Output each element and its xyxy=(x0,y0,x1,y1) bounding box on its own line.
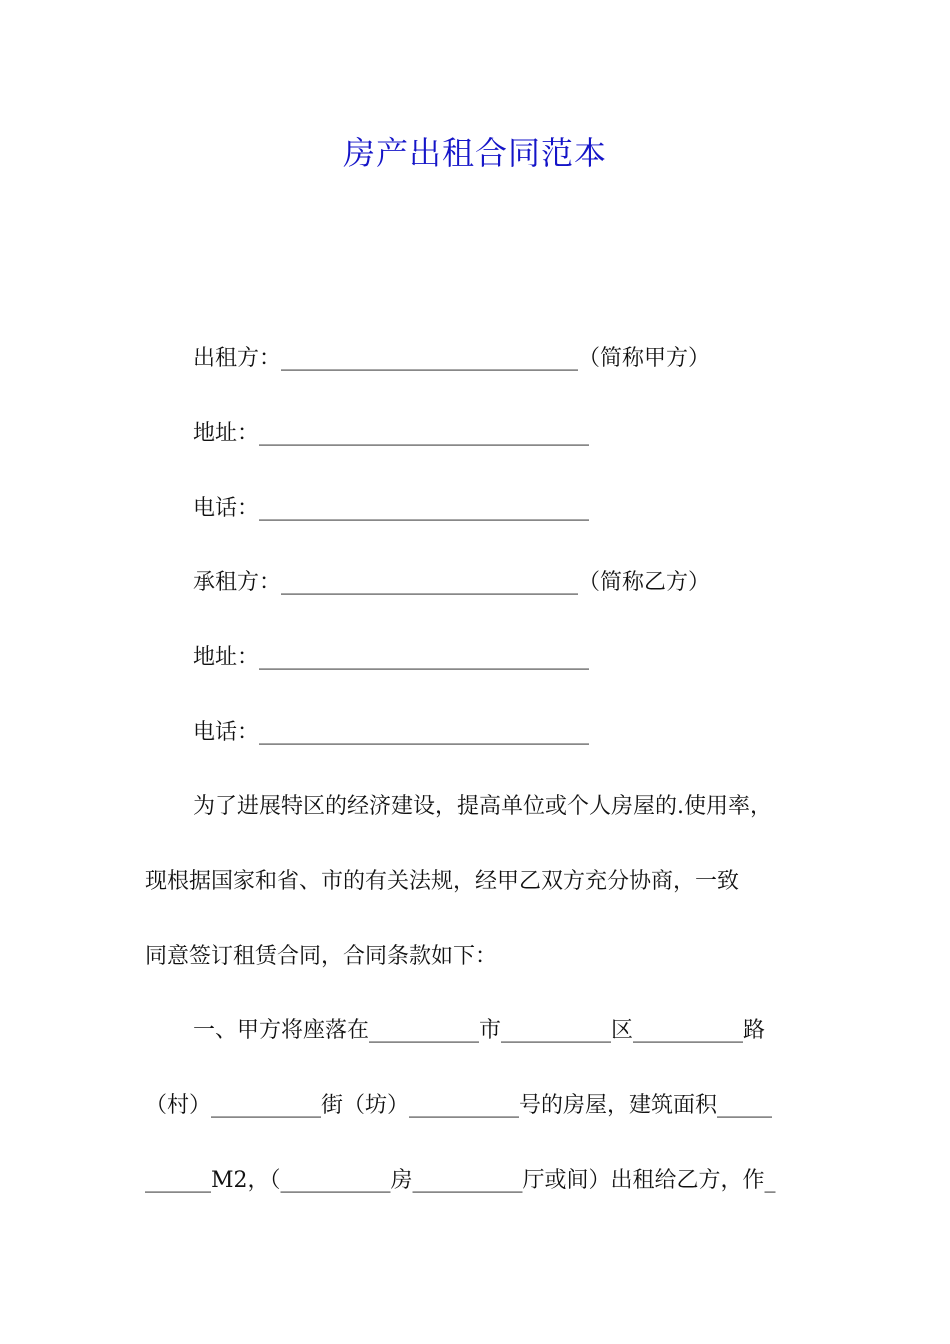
lessee-line: 承租方：___________________________（简称乙方） xyxy=(193,570,711,595)
paragraph-line: 为了进展特区的经济建设，提高单位或个人房屋的.使用率， xyxy=(193,794,772,819)
clause-line: （村）__________街（坊）__________号的房屋，建筑面积_____ xyxy=(145,1093,773,1118)
paragraph-line: 同意签订租赁合同，合同条款如下： xyxy=(145,944,498,969)
paragraph-line: 现根据国家和省、市的有关法规，经甲乙双方充分协商，一致 xyxy=(145,869,740,894)
lessee-address-line: 地址：______________________________ xyxy=(193,645,590,670)
clause-line: 一、甲方将座落在__________市__________区__________路 xyxy=(193,1018,766,1043)
lessor-phone-line: 电话：______________________________ xyxy=(193,496,590,521)
lessor-address-line: 地址：______________________________ xyxy=(193,421,590,446)
lessee-phone-line: 电话：______________________________ xyxy=(193,720,590,745)
lessor-line: 出租方：___________________________（简称甲方） xyxy=(193,346,711,371)
document-title: 房产出租合同范本 xyxy=(342,134,607,172)
clause-line: ______M2，（__________房__________厅或间）出租给乙方，作_ xyxy=(145,1168,776,1193)
